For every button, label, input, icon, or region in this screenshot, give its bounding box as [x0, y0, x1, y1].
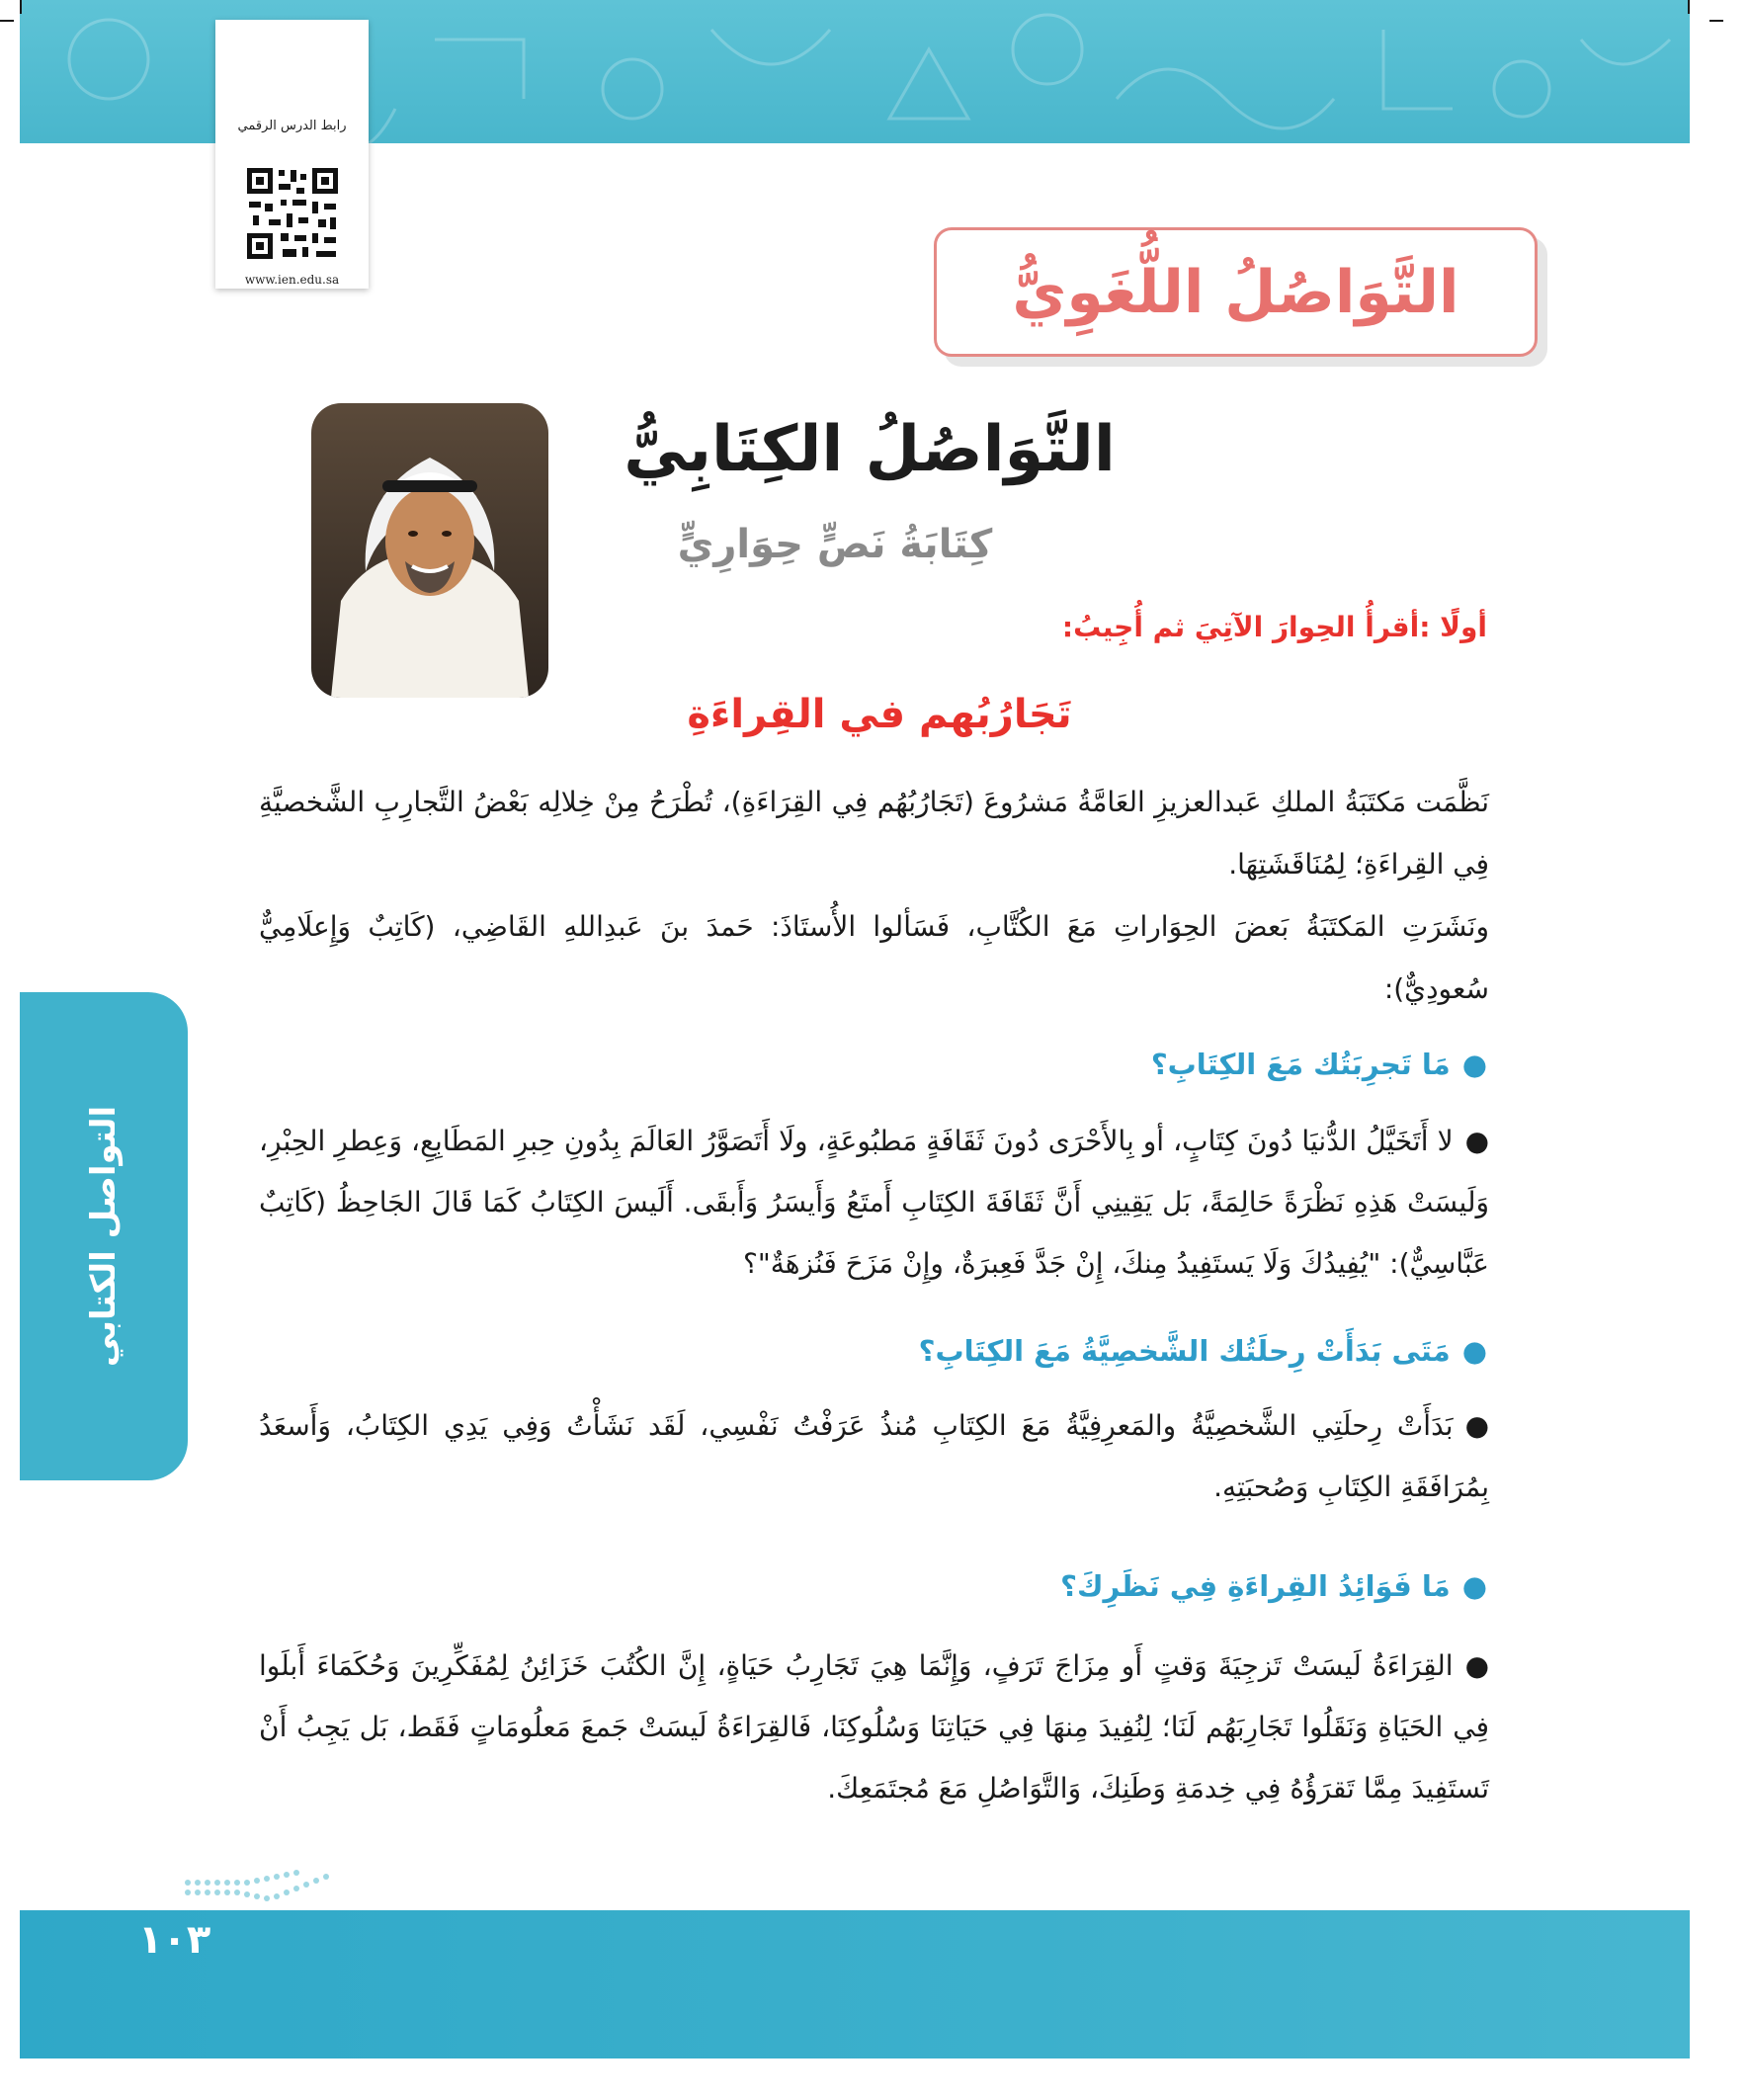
section-title-box: [934, 227, 1538, 357]
crop-mark: [1709, 20, 1723, 22]
bullet-icon: ●: [1461, 1569, 1487, 1603]
intro-paragraph-2: ونَشَرَتِ المَكتَبَةُ بَعضَ الحِوَاراتِ مَعَ الكُتَّابِ، فَسَألوا الأُستَاذَ: حَمدَ بنَ عَبدِاللهِ القَاضِي، (كَاتِبٌ وَإِعلَامِيٌّ سُعودِيٌّ):: [259, 910, 1489, 1005]
answer-2-text: بَدَأَتْ رِحلَتِي الشَّخصِيَّةُ والمَعرِفِيَّةُ مَعَ الكِتَابِ مُنذُ عَرَفْتُ نَفْسِي، لَقَد نَشَأْتُ وَفِي يَدِي الكِتَابُ، وَأَسعَدُ بِمُرَافَقَةِ الكِتَابِ وَصُحبَتِهِ.: [259, 1409, 1489, 1503]
side-chapter-tab: [20, 992, 188, 1480]
bullet-icon: ●: [1461, 1334, 1487, 1368]
bullet-icon: ●: [1464, 1649, 1489, 1682]
intro-paragraph-1: نَظَّمَت مَكتَبَةُ الملكِ عَبدالعزيزِ العَامَّةُ مَشرُوعَ (تَجَارُبُهُم فِي القِرَاءَةِ)، تُطْرَحُ مِنْ خِلالِه بَعْضُ التَّجارِبِ الشَّخصيَّةِ فِي القِراءَةِ؛ لِمُنَاقَشَتِهَا.: [259, 786, 1489, 881]
side-chapter-label: التواصل الكتابي: [84, 1105, 124, 1368]
ministry-logo-icon: [178, 1853, 356, 1922]
bullet-icon: ●: [1464, 1409, 1489, 1442]
question-3: [1060, 1569, 1487, 1603]
answer-3: [259, 1636, 1489, 1819]
author-portrait-image: [311, 403, 548, 698]
author-photo: [311, 403, 548, 698]
question-1: [1151, 1048, 1487, 1081]
lesson-subtitle: كِتَابَةُ نَصٍّ حِوَارِيٍّ: [677, 522, 993, 567]
bullet-icon: ●: [1461, 1048, 1487, 1081]
qr-url[interactable]: www.ien.edu.sa: [244, 273, 340, 287]
answer-1: [259, 1111, 1489, 1295]
question-1-text: مَا تَجرِبَتُك مَعَ الكِتَابِ؟: [1150, 1048, 1451, 1081]
instruction: أولًا :أقرأُ الحِوارَ الآتِيَ ثم أُجِيبُ:: [1061, 611, 1487, 643]
answer-2: [259, 1395, 1489, 1518]
answer-1-text: لا أَتَخَيَّلُ الدُّنيَا دُونَ كِتَابٍ، أو بِالأَحْرَى دُونَ ثَقَافَةٍ مَطبُوعَةٍ، ولَا أَتَصَوَّرُ العَالَمَ بِدُونِ حِبرِ المَطَابِعِ، وَعِطرِ الحِبْرِ، وَلَيسَتْ هَذِهِ نَظْرَةً حَالِمَةً، بَل يَقِينِي أَنَّ ثَقَافَةَ الكِتَابِ أَمتَعُ وَأَيسَرُ وَأَبقَى. أَلَيسَ الكِتَابُ كَمَا قَالَ الجَاحِظُ (كَاتِبٌ عَبَّاسِيٌّ): "يُفِيدُكَ وَلَا يَستَفِيدُ مِنكَ، إِنْ جَدَّ فَعِبرَةٌ، وإِنْ مَزَحَ فَنُزهَةٌ"؟: [259, 1125, 1489, 1280]
footer-band: [20, 1910, 1690, 2058]
qr-code-icon[interactable]: [243, 164, 342, 263]
question-2-text: مَتَى بَدَأَتْ رِحلَتُك الشَّخصِيَّةُ مَعَ الكِتَابِ؟: [918, 1334, 1451, 1368]
question-3-text: مَا فَوَائِدُ القِراءَةِ فِي نَظَرِكَ؟: [1060, 1569, 1451, 1603]
lesson-title: التَّوَاصُلُ الكِتَابِيُّ: [624, 413, 1116, 486]
bullet-icon: ●: [1464, 1125, 1489, 1157]
reading-title: تَجَارُبُهم في القِراءَةِ: [687, 692, 1072, 737]
question-2: [919, 1334, 1487, 1368]
qr-label: رابط الدرس الرقمي: [237, 119, 347, 133]
crop-mark: [1688, 0, 1690, 14]
page-number: ١٠٣: [138, 1917, 211, 1963]
crop-mark: [20, 0, 22, 14]
section-title: التَّوَاصُلُ اللُّغَوِيُّ: [1012, 257, 1459, 327]
digital-lesson-card[interactable]: [215, 20, 369, 289]
answer-3-text: القِرَاءَةُ لَيسَتْ تَزجِيَةَ وَقتٍ أَو مِزَاجَ تَرَفٍ، وَإِنَّمَا هِيَ تَجَارِبُ حَيَاةٍ، إِنَّ الكُتُبَ خَزَائِنُ لِمُفَكِّرِينَ وَحُكَمَاءَ أَبلَوا فِي الحَيَاةِ وَنَقَلُوا تَجَارِبَهُم لَنَا؛ لِنُفِيدَ مِنهَا فِي حَيَاتِنَا وَسُلُوكِنَا، فَالقِرَاءَةُ لَيسَتْ جَمعَ مَعلُومَاتٍ فَقَط، بَل يَجِبُ أَنْ تَستَفِيدَ مِمَّا تَقرَؤُهُ فِي خِدمَةِ وَطَنِكَ، وَالتَّوَاصُلِ مَعَ مُجتَمَعِكَ.: [259, 1649, 1489, 1805]
crop-mark: [0, 20, 14, 22]
